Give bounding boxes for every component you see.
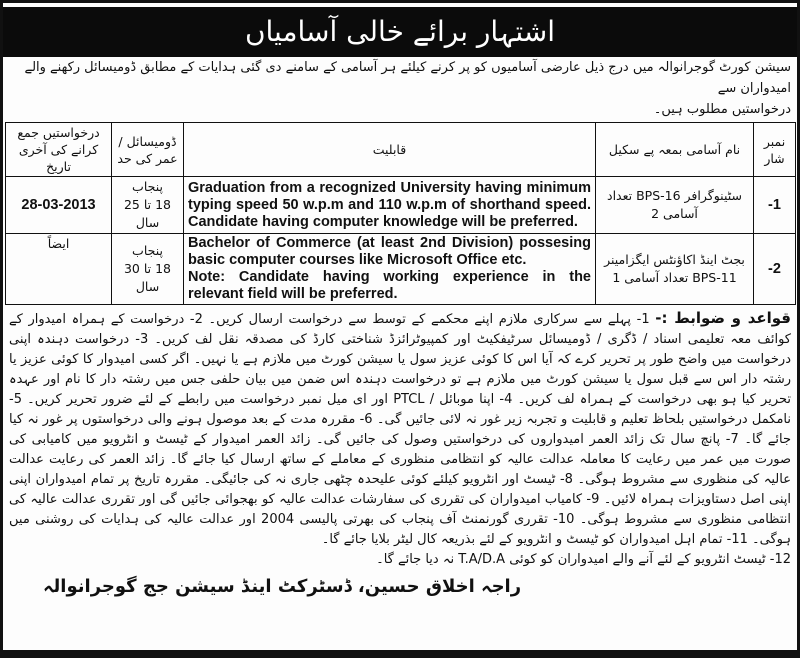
qualification-note: Note: Candidate having working experience in the relevant field will be preferred.: [188, 269, 591, 302]
rules-section: [3, 305, 797, 570]
rules-last: 12- ٹیسٹ انٹرویو کے لئے آنے والے امیدواران کو کوئی T.A/D.A نہ دیا جائے گا۔: [376, 552, 791, 567]
last-date: ایضاً: [6, 234, 112, 305]
table-header-row: [6, 123, 796, 177]
qualification: Graduation from a recognized University having minimum typing speed 50 w.p.m and 110 w.p.m of shorthand speed. Candidate having computer knowledge will be preferred.: [184, 177, 596, 234]
domicile-age: [112, 234, 184, 305]
header-qualification: قابلیت: [184, 123, 596, 177]
domicile: پنجاب: [132, 243, 163, 258]
age-limit: 18 تا 25 سال: [123, 197, 172, 230]
vacancies-table: [5, 122, 796, 305]
domicile: پنجاب: [132, 179, 163, 194]
post-name: بجٹ اینڈ اکاؤنٹس ایگزامینر BPS-11 تعداد آسامی 1: [596, 234, 754, 305]
table-row: [6, 177, 796, 234]
header-last-date: درخواستیں جمع کرانے کی آخری تاریخ: [6, 123, 112, 177]
post-name: سٹینوگرافر BPS-16 تعداد آسامی 2: [596, 177, 754, 234]
signature: راجہ اخلاق حسین، ڈسٹرکٹ اینڈ سیشن جج گوجرانوالہ: [43, 576, 522, 597]
header-domicile-age: ڈومیسائل / عمر کی حد: [112, 123, 184, 177]
header-serial: نمبر شار: [754, 123, 796, 177]
bottom-border: [3, 650, 797, 655]
domicile-age: [112, 177, 184, 234]
intro-line-1: سیشن کورٹ گوجرانوالہ میں درج ذیل عارضی آسامیوں کو پر کرنے کیلئے ہر آسامی کے سامنے دی گئی ہدایات کے مطابق ڈومیسائل رکھنے والے امیدواران سے: [24, 60, 791, 96]
qualification: [184, 234, 596, 305]
ad-title: اشتہار برائے خالی آسامیاں: [3, 7, 797, 57]
table-row: [6, 234, 796, 305]
serial-number: -1: [754, 177, 796, 234]
qualification-text: Bachelor of Commerce (at least 2nd Division) possesing basic computer courses like Microsoft Office etc.: [188, 235, 591, 268]
rules-text: 1- پہلے سے سرکاری ملازم اپنے محکمے کے توسط سے درخواست ارسال کریں۔ 2- درخواست کے ہمراہ امیدوار کے کوائف معہ تعلیمی اسناد / ڈگری / ڈومیسائل سرٹیفکیٹ اور کمپیوٹرائزڈ شناختی کارڈ کی مصدقہ نقل لف کریں۔ 3- درخواست دہندہ اپنی درخواست میں واضح طور پر تحریر کرے کہ آیا اس کا کوئی عزیز سول یا سیشن کورٹ میں ملازم ہے یا نہیں۔ اگر کسی امیدوار کا کوئی عزیز یا رشتہ دار اس سے قبل سول یا سیشن کورٹ میں ملازم ہے تو درخواست دہندہ اس ضمن میں بیان حلفی جس میں رشتہ دار کا نام اور عہدہ تحریر کیا ہو بھی درخواست کے ہمراہ لف کریں۔ 4- اپنا موبائل / PTCL اور ای میل نمبر درخواست میں رابطے کے لئے ضرور تحریر کریں۔ 5- نامکمل درخواستیں بلحاظ تعلیم و قابلیت و تجربہ زیر غور نہ لائی جائیں گی۔ 6- مقررہ مدت کے بعد موصول ہونے والی درخواستوں پر غور نہ کیا جائے گا۔ 7- پانچ سال تک زائد العمر امیدواروں کی درخواستیں وصول کی جائیں گی۔ زائد العمر امیدوار کے ٹیسٹ و انٹرویو میں کامیابی کی صورت میں عمر میں رعایت کا معاملہ عدالت عالیہ کو انتظامی منظوری کے معاملے کے ساتھ ارسال کیا جائے گا۔ زائد العمر کی رعایت عدالت عالیہ کی منظوری سے مشروط ہوگی۔ 8- ٹیسٹ اور انٹرویو کیلئے کوئی علیحدہ چٹھی جاری نہ کی جائیگی۔ مقررہ تاریخ پر تمام امیدواران اپنی اپنی اصل دستاویزات ہمراہ لائیں۔ 9- کامیاب امیدواران کی تقرری کی سفارشات عدالت عالیہ کو بھجوائی جائیں گی اور تقرری عدالت عالیہ کی انتظامی منظوری سے مشروط ہوگی۔ 10- تقرری گورنمنٹ آف پنجاب کی بھرتی پالیسی 2004 اور عدالت عالیہ کی ہدایات کی روشنی میں ہوگی۔ 11- تمام اہل امیدواران کو ٹیسٹ و انٹرویو کے لئے بذریعہ کال لیٹر بلایا جائے گا۔: [9, 312, 792, 547]
header-post: نام آسامی بمعہ پے سکیل: [596, 123, 754, 177]
rules-heading: قواعد و ضوابط :-: [655, 309, 791, 327]
last-date: 28-03-2013: [6, 177, 112, 234]
serial-number: -2: [754, 234, 796, 305]
age-limit: 18 تا 30 سال: [123, 261, 172, 294]
intro-line-2: درخواستیں مطلوب ہیں۔: [653, 102, 791, 117]
